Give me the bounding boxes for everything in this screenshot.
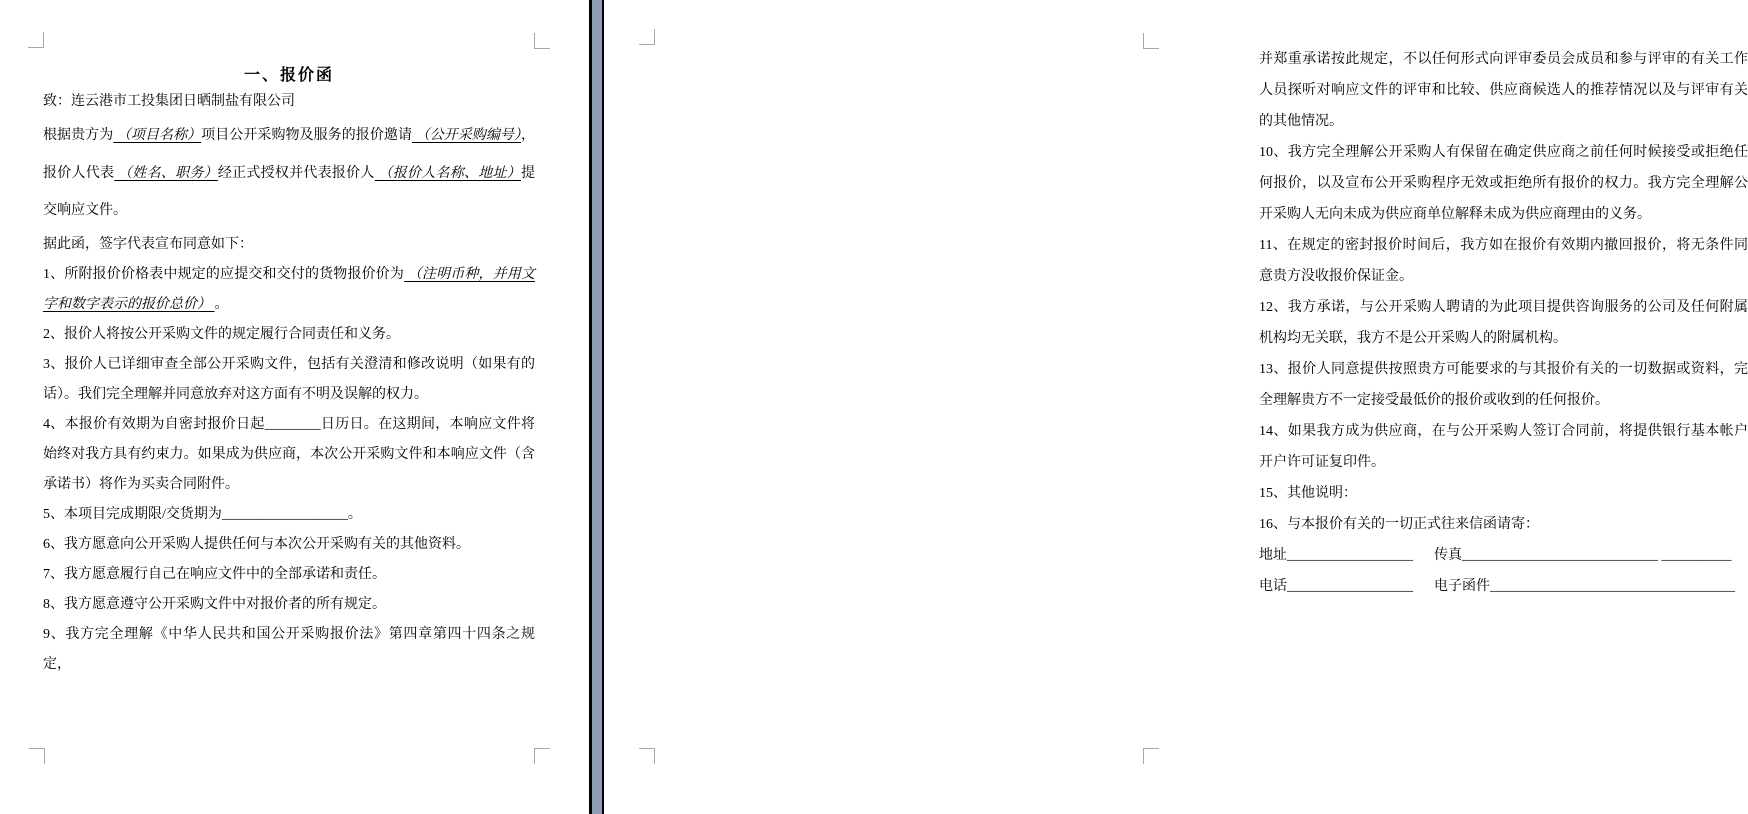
text-run: 5、本项目完成期限/交货期为__________________。 <box>43 506 362 522</box>
text-run: 11、在规定的密封报价时间后，我方如在报价有效期内撤回报价，将无条件同意贵方没收报价保证金。 <box>1259 238 1748 284</box>
margin-mark-page2-top-right <box>1143 33 1159 49</box>
text-run: 。 <box>214 296 229 312</box>
text-run: 9、我方完全理解《中华人民共和国公开采购报价法》第四章第四十四条之规定， <box>43 626 535 672</box>
item-1 <box>43 260 535 320</box>
page-1-body <box>43 47 535 680</box>
text-run: 16、与本报价有关的一切正式往来信函请寄： <box>1259 517 1539 532</box>
text-run: ，报价人代表 <box>43 128 536 181</box>
text-run: 根据贵方为 <box>43 128 114 143</box>
item-8 <box>43 590 535 620</box>
text-run: 13、报价人同意提供按照贵方可能要求的与其报价有关的一切数据或资料，完全理解贵方不一定接受最低价的报价或收到的任何报价。 <box>1259 362 1748 408</box>
text-run: 8、我方愿意遵守公开采购文件中对报价者的所有规定。 <box>43 596 386 612</box>
text-run: 据此函，签字代表宣布同意如下： <box>43 236 253 252</box>
text-run: 4、本报价有效期为自密封报价日起________日历日。在这期间，本响应文件将始终对我方具有约束力。如果成为供应商，本次公开采购文件和本响应文件（含承诺书）将作为买卖合同附件。 <box>43 416 535 492</box>
item-12 <box>1259 292 1748 354</box>
text-run: 电子函件___________________________________ <box>1434 579 1735 594</box>
item-15 <box>1259 478 1748 509</box>
text-run: 地址__________________ <box>1259 548 1413 563</box>
page-1 <box>0 0 589 814</box>
item-9 <box>43 620 535 680</box>
contact-row-address-fax <box>1259 540 1748 571</box>
text-run: 7、我方愿意履行自己在响应文件中的全部承诺和责任。 <box>43 566 386 582</box>
page-2 <box>604 0 1748 814</box>
agreement-lead <box>43 230 535 260</box>
text-run: 经正式授权并代表报价人 <box>217 165 375 181</box>
page-2-paragraphs <box>1259 44 1748 602</box>
margin-mark-page1-top-left <box>28 32 44 48</box>
item-6 <box>43 530 535 560</box>
margin-mark-page2-bottom-left <box>639 748 655 764</box>
item-4 <box>43 410 535 500</box>
text-run: 14、如果我方成为供应商，在与公开采购人签订合同前，将提供银行基本帐户开户许可证复印件。 <box>1259 424 1748 470</box>
item-7 <box>43 560 535 590</box>
text-run: 致：连云港市工投集团日晒制盐有限公司 <box>43 94 295 109</box>
margin-mark-page1-bottom-right <box>534 748 550 764</box>
item-13 <box>1259 354 1748 416</box>
page-1-paragraphs <box>43 87 535 680</box>
text-run: 15、其他说明： <box>1259 486 1357 501</box>
item-5 <box>43 500 535 530</box>
document-title: 一、报价函 <box>243 67 334 84</box>
item-9-continued <box>1259 44 1748 137</box>
margin-mark-page1-top-right <box>534 33 550 49</box>
text-run: （注明币种，并用文字和数字表示的报价总价） <box>43 266 536 312</box>
item-14 <box>1259 416 1748 478</box>
text-run: 提交响应文件。 <box>43 165 536 218</box>
text-run: 3、报价人已详细审查全部公开采购文件，包括有关澄清和修改说明（如果有的话）。我们完全理解并同意放弃对这方面有不明及误解的权力。 <box>43 356 535 402</box>
margin-mark-page1-bottom-left <box>29 748 45 764</box>
contact-row-phone-email <box>1259 571 1748 602</box>
text-run: 6、我方愿意向公开采购人提供任何与本次公开采购有关的其他资料。 <box>43 536 470 552</box>
text-run: 2、报价人将按公开采购文件的规定履行合同责任和义务。 <box>43 326 400 342</box>
text-run: 项目公开采购物及服务的报价邀请 <box>201 128 413 143</box>
item-3 <box>43 350 535 410</box>
text-run: （公开采购编号） <box>412 128 522 143</box>
item-16 <box>1259 509 1748 540</box>
text-run: 12、我方承诺，与公开采购人聘请的为此项目提供咨询服务的公司及任何附属机构均无关联，我方不是公开采购人的附属机构。 <box>1259 300 1748 346</box>
text-run: 并郑重承诺按此规定，不以任何形式向评审委员会成员和参与评审的有关工作人员探听对响应文件的评审和比较、供应商候选人的推荐情况以及与评审有关的其他情况。 <box>1259 52 1748 129</box>
text-run: （项目名称） <box>113 128 202 143</box>
text-run: 传真____________________________ __________ <box>1434 548 1732 563</box>
addressee-line <box>43 87 535 117</box>
text-run: （报价人名称、地址） <box>374 165 522 181</box>
item-11 <box>1259 230 1748 292</box>
text-run: 1、所附报价价格表中规定的应提交和交付的货物报价价为 <box>43 266 405 282</box>
page-divider <box>589 0 604 814</box>
item-10 <box>1259 137 1748 230</box>
item-2 <box>43 320 535 350</box>
text-run: 电话__________________ <box>1259 579 1413 594</box>
text-run: （姓名、职务） <box>114 165 218 181</box>
margin-mark-page2-bottom-right <box>1143 748 1159 764</box>
margin-mark-page2-top-left <box>639 29 655 45</box>
intro-paragraph <box>43 117 535 230</box>
page-2-body <box>1259 44 1748 602</box>
text-run: 10、我方完全理解公开采购人有保留在确定供应商之前任何时候接受或拒绝任何报价，以及宣布公开采购程序无效或拒绝所有报价的权力。我方完全理解公开采购人无向未成为供应商单位解释未成为供应商理由的义务。 <box>1259 145 1748 222</box>
